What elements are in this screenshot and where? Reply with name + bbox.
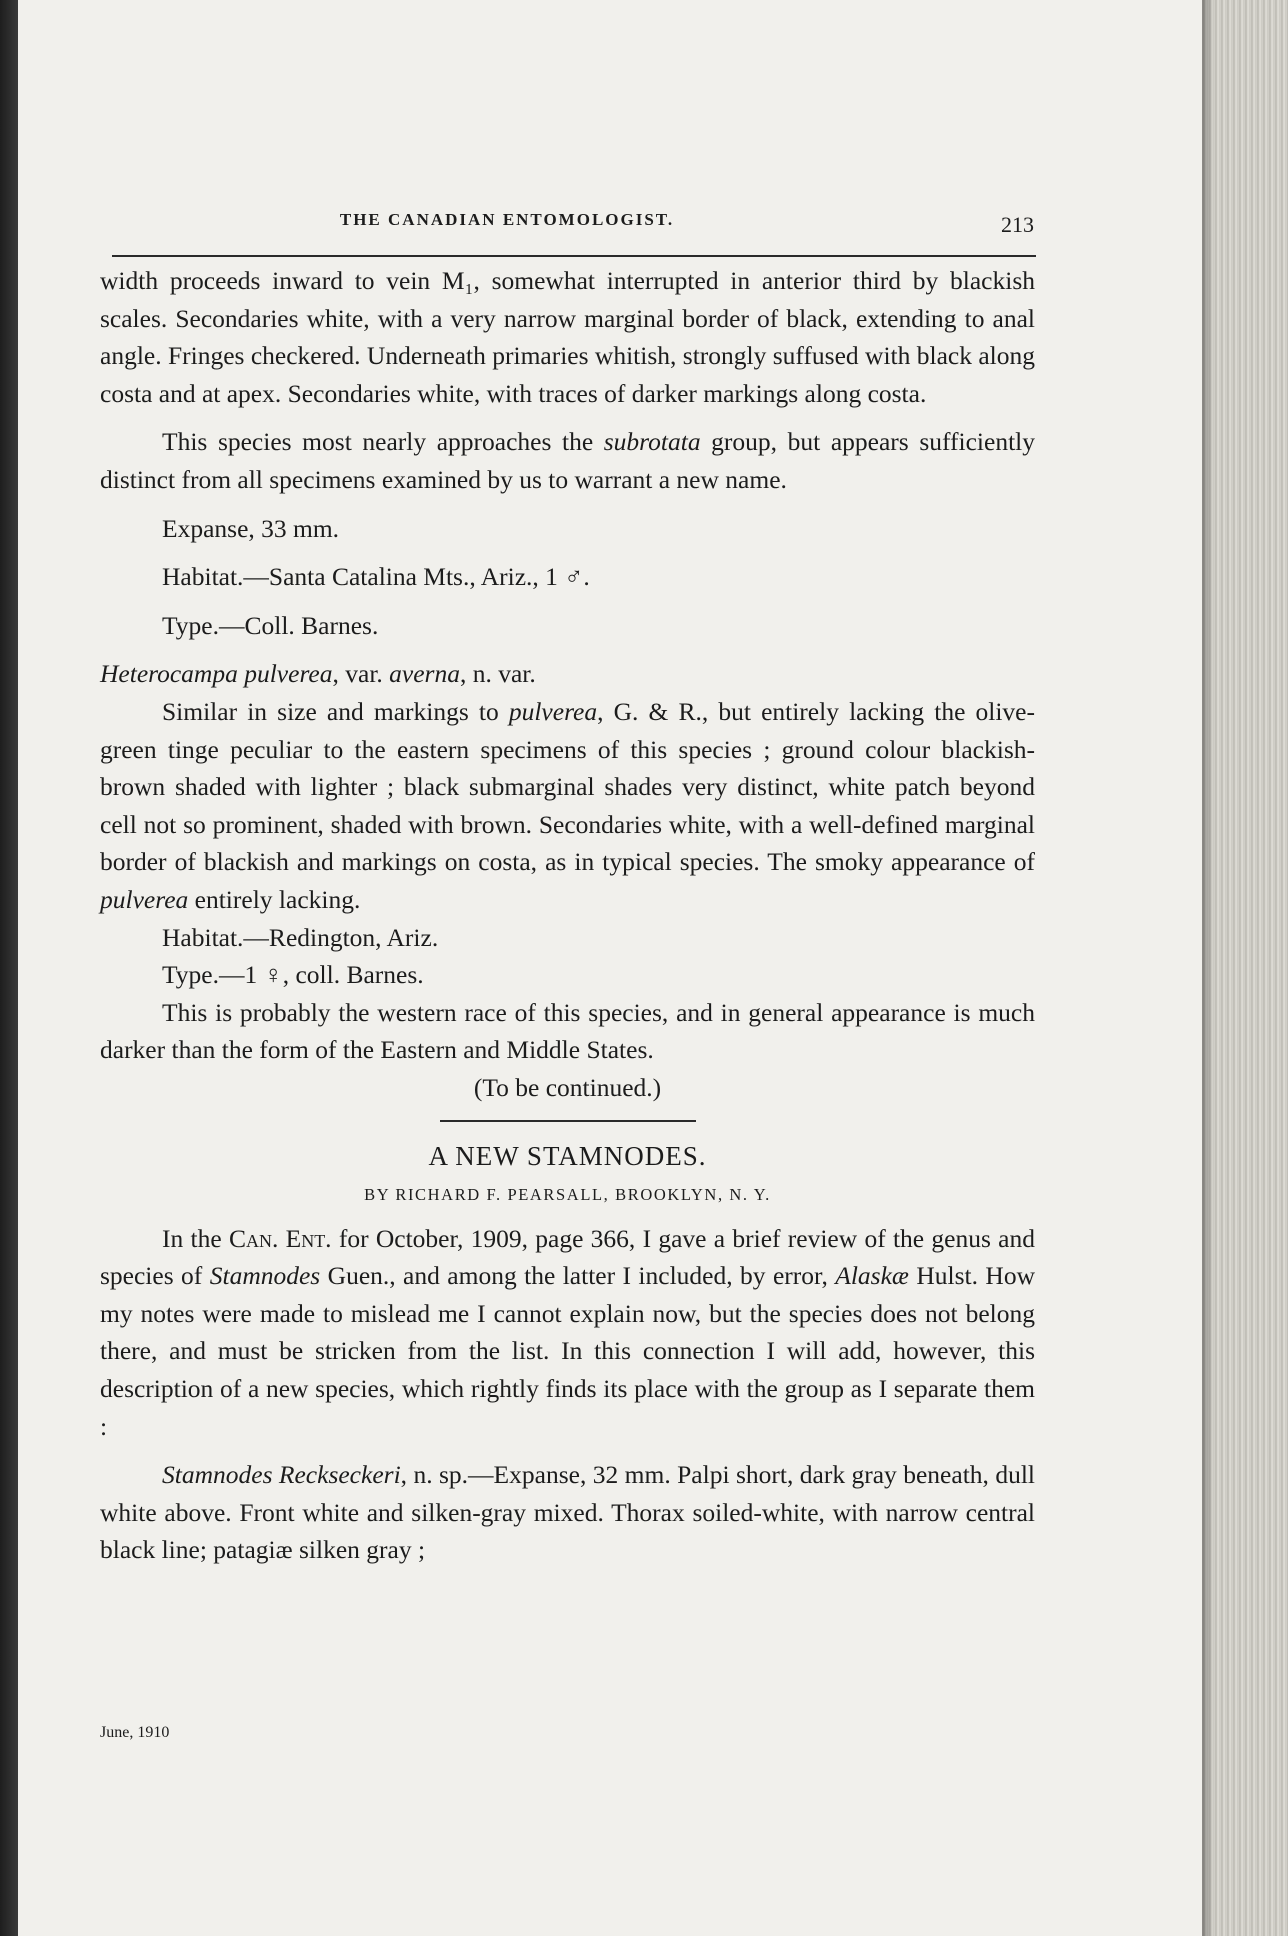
paragraph-wing-description: width proceeds inward to vein M₁, somewhat interrupted in anterior third by blackish scales. Secondaries white, with a very narrow marginal border of black, extending to anal angle. Fringes checkered. Underneath primaries whitish, strongly suffused with black along costa and at apex. Secondaries white, with traces of darker markings along costa. (100, 266, 1035, 408)
italic-subrotata: subrotata (603, 427, 701, 457)
gutter-shadow (1202, 0, 1214, 1936)
article-byline: BY RICHARD F. PEARSALL, BROOKLYN, N. Y. (364, 1185, 771, 1205)
paragraph-reckseckeri: Stamnodes Reckseckeri, n. sp.—Expanse, 32 mm. Palpi short, dark gray beneath, dull white above. Front white and silken-gray mixed. Thorax soiled-white, with narrow central black line; patagiæ silken gray ; (100, 1460, 1035, 1565)
book-spine-edge (0, 0, 18, 1936)
footer-date: June, 1910 (100, 1724, 170, 1741)
habitat-line-1: Habitat.—Santa Catalina Mts., Ariz., 1 ♂. (162, 562, 590, 592)
paragraph-western-race: This is probably the western race of this species, and in general appearance is much darker than the form of the Eastern and Middle States. (100, 997, 1035, 1065)
to-be-continued: (To be continued.) (473, 1072, 662, 1102)
page-header (112, 208, 1034, 252)
running-title: THE CANADIAN ENTOMOLOGIST. (339, 210, 675, 229)
paragraph-introduction: In the Can. Ent. for October, 1909, page 366, I gave a brief review of the genus and species of Stamnodes Guen., and among the latter I included, by error, Alaskæ Hulst. How my notes were made to mislead me I cannot explain now, but the species does not belong there, and must be stricken from the list. In this connection I will add, however, this description of a new species, which rightly finds its place with the group as I separate them : (100, 1223, 1035, 1441)
article-title: A NEW STAMNODES. (428, 1141, 707, 1172)
expanse-line: Expanse, 33 mm. (162, 513, 340, 543)
species-heading-heterocampa: Heterocampa pulverea, var. averna, n. var. (100, 659, 536, 689)
page-number: 213 (1001, 212, 1034, 237)
paragraph-averna-description: Similar in size and markings to pulverea, G. & R., but entirely lacking the olive-green tinge peculiar to the eastern specimens of this species ; ground colour blackish-brown shaded with lighter ; black submarginal shades very distinct, white patch beyond cell not so prominent, shaded with brown. Secondaries white, with a well-defined marginal border of blackish and markings on costa, as in typical species. The smoky appearance of pulverea entirely lacking. (100, 696, 1035, 914)
header-rule (112, 255, 1036, 257)
type-line-1: Type.—Coll. Barnes. (162, 610, 379, 640)
section-divider (440, 1120, 696, 1122)
page-edges (1202, 0, 1288, 1936)
habitat-line-2: Habitat.—Redington, Ariz. (162, 922, 439, 952)
page-body (100, 262, 1035, 1569)
paragraph-comparison: This species most nearly approaches the subrotata group, but appears sufficiently distinct from all specimens examined by us to warrant a new name. (100, 427, 1035, 494)
type-line-2: Type.—1 ♀, coll. Barnes. (162, 960, 424, 990)
